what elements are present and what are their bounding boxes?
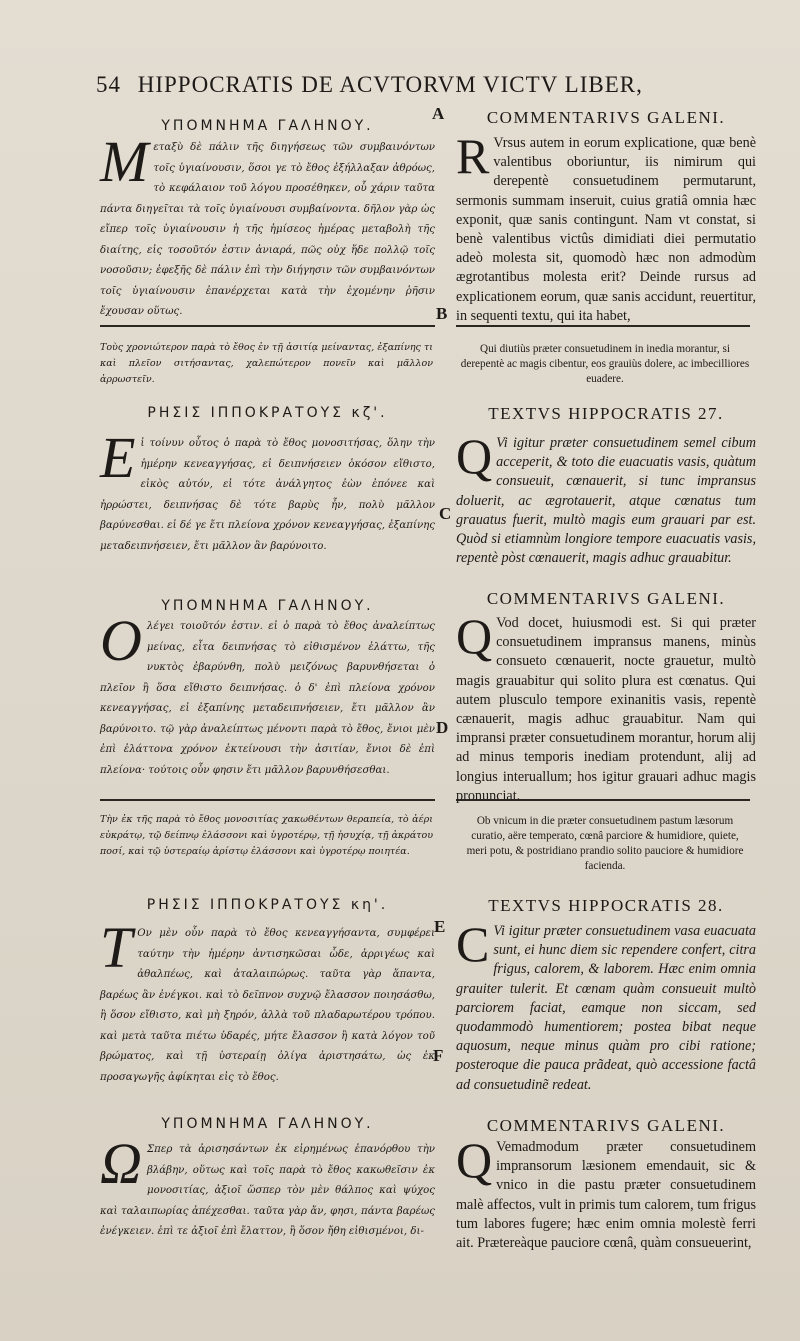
drop-initial: Μ xyxy=(100,129,149,194)
latin-commentary-3 xyxy=(456,1132,756,1253)
latin-paragraph: Vemadmodum præter consuetudinem impransorum læsionem emendauit, sic & vnico in die pastu præter consuetudinem malè affectos, vult in primis tum calorem, tum frigus tum labores fugere; hæc enim omnia molestè ferri ait. Prætereàque pauciore cœnâ, quàm consueuerint, xyxy=(456,1139,756,1252)
greek-paragraph: λέγει τοιοῦτόν ἐστιν. εἰ ὁ παρὰ τὸ ἔθος ἀναλείπτως μείνας, εἶτα δειπνήσας τὸ εἰθισμένον ἐλάττω, τῆς νυκτὸς ἐβαρύνθη, πολὺ μειζόνως βαρυνθήσεται ὁ πλεῖον ἢ ὅσα εἴθιστο δειπνήσας. ὁ δ' ἐπὶ πλείονα χρόνον κενεαγγήσας, εἰ ἐξαπίνης μεταδειπνήσειεν, ἔτι μᾶλλον ἂν βαρύνοιτο. τῷ γὰρ ἀναλείπτως μένοντι παρὰ τὸ ἔθος, ἔνιοι μὲν ἐπὶ ἐλάττονα χρόνον ἐκτείνουσι τὴν ἀσιτίαν, ἔνιοι δὲ ἐπὶ πλείονα· τούτοις οὖν φησιν ἔτι μᾶλλον βαρυνθήσεσθαι. xyxy=(100,621,435,776)
margin-letter-a: A xyxy=(432,104,445,123)
rule-greek-1 xyxy=(100,325,435,327)
latin-heading-5: COMMENTARIVS GALENI. xyxy=(486,1116,726,1135)
greek-commentary-2 xyxy=(100,608,435,781)
latin-heading-3: COMMENTARIVS GALENI. xyxy=(486,589,726,608)
margin-letter-b: B xyxy=(436,304,448,323)
latin-commentary-1 xyxy=(456,128,756,326)
drop-initial: Q xyxy=(456,428,493,484)
drop-initial: Ε xyxy=(100,425,136,490)
page-number: 54 xyxy=(96,72,121,97)
greek-heading-5: ΥΠΟΜΝΗΜΑ ΓΑΛΗΝΟΥ. xyxy=(161,1116,374,1132)
greek-heading-3: ΥΠΟΜΝΗΜΑ ΓΑΛΗΝΟΥ. xyxy=(161,598,374,614)
latin-paragraph: Vrsus autem in eorum explicatione, quæ benè valentibus oboriuntur, iis nimirum qui derepentè consuetudinem permutarunt, sermonis summam inseruit, cuius gratiâ omnia hæc exponit, quæ sanis contingunt. Nam vt constat, si benè valentibus victûs dimidiati diei permutatio adeò molesta sit, quomodò hæc non admodùm ægrotantibus molesta erit? Deinde rursus ad explicationem eorum, quæ sanis accidunt, reuertitur, in sequenti textu, qui ita habet, xyxy=(456,135,756,324)
greek-paragraph: εταξὺ δὲ πάλιν τῆς διηγήσεως τῶν συμβαινόντων τοῖς ὑγιαίνουσιν, ὅσοι γε τὸ ἔθος ἐξήλλαξαν ἀθρόως, τὸ κεφάλαιον τοῦ λόγου προσέθηκεν, οὗ χάριν ταῦτα πάντα διηγεῖται τὰ τοῖς ὑγιαίνουσι συμβαίνοντα. δῆλον γὰρ ὡς εἴπερ τοῖς ὑγιαίνουσιν ἡ τῆς ἡμίσεος ἡμέρας μεταβολὴ τῆς διαίτης, εἰς τοσοῦτόν ἐστιν ἀνιαρά, πῶς οὐχ ἥδε πολλῷ τοῖς νοσοῦσιν; ἐφεξῆς δὲ πάλιν ἐπὶ τὴν διήγησιν τῶν συμβαινόντων τοῖς ὑγιαίνουσιν ἐπανέρχεται κατὰ τὴν ἐχομένην ῥῆσιν ἔχουσαν οὕτως. xyxy=(100,142,435,317)
drop-initial: Τ xyxy=(100,915,133,980)
greek-text-28 xyxy=(100,915,435,1088)
latin-commentary-2 xyxy=(456,608,756,806)
drop-initial: Ω xyxy=(100,1131,142,1196)
margin-letter-c: C xyxy=(439,504,452,523)
latin-summary-1: Qui diutiùs præter consuetudinem in inedia morantur, si derepentè ac magis cibentur, eos grauiùs dolere, ac imbecilliores euadere. xyxy=(460,343,750,385)
drop-initial: R xyxy=(456,128,490,184)
running-header xyxy=(96,72,736,98)
drop-initial: C xyxy=(456,916,490,972)
greek-heading-2: ΡΗΣΙΣ ΙΠΠΟΚΡΑΤΟΥΣ κζ'. xyxy=(147,405,388,421)
drop-initial: Q xyxy=(456,608,493,664)
greek-paragraph: Ον μὲν οὖν παρὰ τὸ ἔθος κενεαγγήσαντα, συμφέρει ταύτην τὴν ἡμέρην ἀντισηκῶσαι ὧδε, ἀρριγέως καὶ ἀθαλπέως, καὶ ἀταλαιπώρως. ταῦτα γὰρ ἅπαντα, βαρέως ἂν ἐνέγκοι. καὶ τὸ δεῖπνον συχνῷ ἔλασσον ποιησάσθω, ἢ ὅσον εἴθιστο, καὶ μὴ ξηρόν, ἀλλὰ τοῦ πλαδαρωτέρου τρόπου. καὶ μετὰ ταῦτα πιέτω ὑδαρές, μήτε ἔλασσον ἢ κατὰ λόγον τοῦ βρώματος, καὶ τῇ ὑστεραίῃ ὀλίγα ἀριστησάτω, ὡς ἐκ προσαγωγῆς ἀφίκηται εἰς τὸ ἔθος. xyxy=(100,928,435,1083)
latin-text-28 xyxy=(456,916,756,1095)
rule-latin-1 xyxy=(456,325,750,327)
latin-summary-2: Ob vnicum in die præter consuetudinem pastum læsorum curatio, aëre temperato, cœnâ parciore & humidiore, quiete, meri potu, & postridiano prandio solito pauciore & humidiore facienda. xyxy=(466,815,744,872)
margin-letter-f: F xyxy=(433,1046,444,1065)
running-title: HIPPOCRATIS DE ACVTORVM VICTV LIBER, xyxy=(137,72,643,97)
greek-commentary-3 xyxy=(100,1131,435,1243)
latin-paragraph: Vi igitur præter consuetudinem semel cibum acceperit, & toto die euacuatis vasis, quàtum consueuit, cœnauerit, si tunc impransus doluerit, ac ægrotauerit, atque cœnatus tum grauatus fuerit, multò magis eum grauari par est. Quòd si etiamnùm longiore tempore euacuatis vasis, repentè pòst cœnauerit, magis adhuc grauabitur. xyxy=(456,435,756,567)
latin-text-27 xyxy=(456,428,756,568)
greek-text-27 xyxy=(100,425,435,557)
greek-paragraph: Σπερ τὰ ἀρισησάντων ἐκ εἰρημένως ἐπανόρθου τὴν βλάβην, οὕτως καὶ τοῖς παρὰ τὸ ἔθος κακωθεῖσιν ἐκ μονοσιτίας, ἀξιοῖ ὥσπερ τὸν μὲν θάλπος καὶ ψύχος καὶ ταλαιπωρίας ἀπέχεσθαι. ταῦτα γὰρ ἄν, φησι, πάντα βαρέως ἐνέγκειεν. ἐπὶ τε ἀξιοῖ ἐπὶ ἔλαττον, ἢ ὅσον ἤθη εἰθισμένοι, δι- xyxy=(100,1144,435,1237)
greek-summary-1: Τοὺς χρονιώτερον παρὰ τὸ ἔθος ἐν τῇ ἀσιτίᾳ μείναντας, ἐξαπίνης τι καὶ πλεῖον σιτήσαντας, χαλεπώτερον πονεῖν καὶ μᾶλλον ἀρρωστεῖν. xyxy=(100,342,433,385)
greek-heading-4: ΡΗΣΙΣ ΙΠΠΟΚΡΑΤΟΥΣ κη'. xyxy=(146,897,389,913)
latin-heading-1: COMMENTARIVS GALENI. xyxy=(486,108,726,127)
rule-latin-2 xyxy=(456,799,750,801)
drop-initial: Q xyxy=(456,1132,493,1188)
latin-paragraph: Vod docet, huiusmodi est. Si qui præter consuetudinem impransus manens, minùs consueto cœnauerit, nocte grauetur, multò magis grauabitur qui solito plura est cœnatus. Qui autem plusculo tempore exinanitis vasis, repentè cænauerit, magis adhuc grauabitur. Nam qui impransi præter consuetudinem morantur, horum alij ad minus temporis inediam protendunt, alij ad longius interuallum; hos igitur grauari adhuc magis pronunciat. xyxy=(456,615,756,804)
margin-letter-d: D xyxy=(436,718,449,737)
rule-greek-2 xyxy=(100,799,435,801)
greek-commentary-1 xyxy=(100,129,435,323)
margin-letter-e: E xyxy=(434,917,446,936)
latin-heading-2: TEXTVS HIPPOCRATIS 27. xyxy=(488,404,724,423)
greek-heading-1: ΥΠΟΜΝΗΜΑ ΓΑΛΗΝΟΥ. xyxy=(161,118,374,134)
greek-summary-2: Τὴν ἐκ τῆς παρὰ τὸ ἔθος μονοσιτίας χακωθέντων θεραπεία, τὸ ἀέρι εὐκράτῳ, τῷ δείπνῳ ἐλάσσονι καὶ ὑγροτέρῳ, τῇ ἡσυχίᾳ, τῇ ἀκράτου ποσί, καὶ τῷ ὑστεραίῳ ἀρίστῳ ἐλάσσονι καὶ ὑγροτέρῳ ποιητέα. xyxy=(100,814,433,857)
greek-paragraph: ἰ τοίνυν οὗτος ὁ παρὰ τὸ ἔθος μονοσιτήσας, ὅλην τὴν ἡμέρην κενεαγγήσας, εἰ δειπνήσειεν ὁκόσον εἴθιστο, εἰκὸς αὐτόν, εἰ τότε ἀνάλγητος ἐὼν ἐπόνεε καὶ ἠρρώστει, δειπνήσας δὲ τότε βαρὺς ἦν, πολὺ μᾶλλον βαρύνεσθαι. εἰ δέ γε ἔτι πλείονα χρόνον κενεαγγήσας, ἐξαπίνης μεταδειπνήσειεν, ἔτι μᾶλλον ἂν βαρύνοιτο. xyxy=(100,438,435,552)
drop-initial: Ο xyxy=(100,608,142,673)
latin-paragraph: Vi igitur præter consuetudinem vasa euacuata sunt, ei hunc diem sic rependere confert, citra frigus, calorem, & laborem. Hæc enim omnia grauiter tulerit. Et cœnam quàm consueuit multò parciorem faciat, eamque non siccam, sed quodammodò humentiorem; postea bibat neque aquosum, neque minus quàm pro cibi ratione; posteroque die pauca prãdeat, quò accessione factâ ad consuetudinẽ redeat. xyxy=(456,923,756,1093)
latin-heading-4: TEXTVS HIPPOCRATIS 28. xyxy=(488,896,724,915)
